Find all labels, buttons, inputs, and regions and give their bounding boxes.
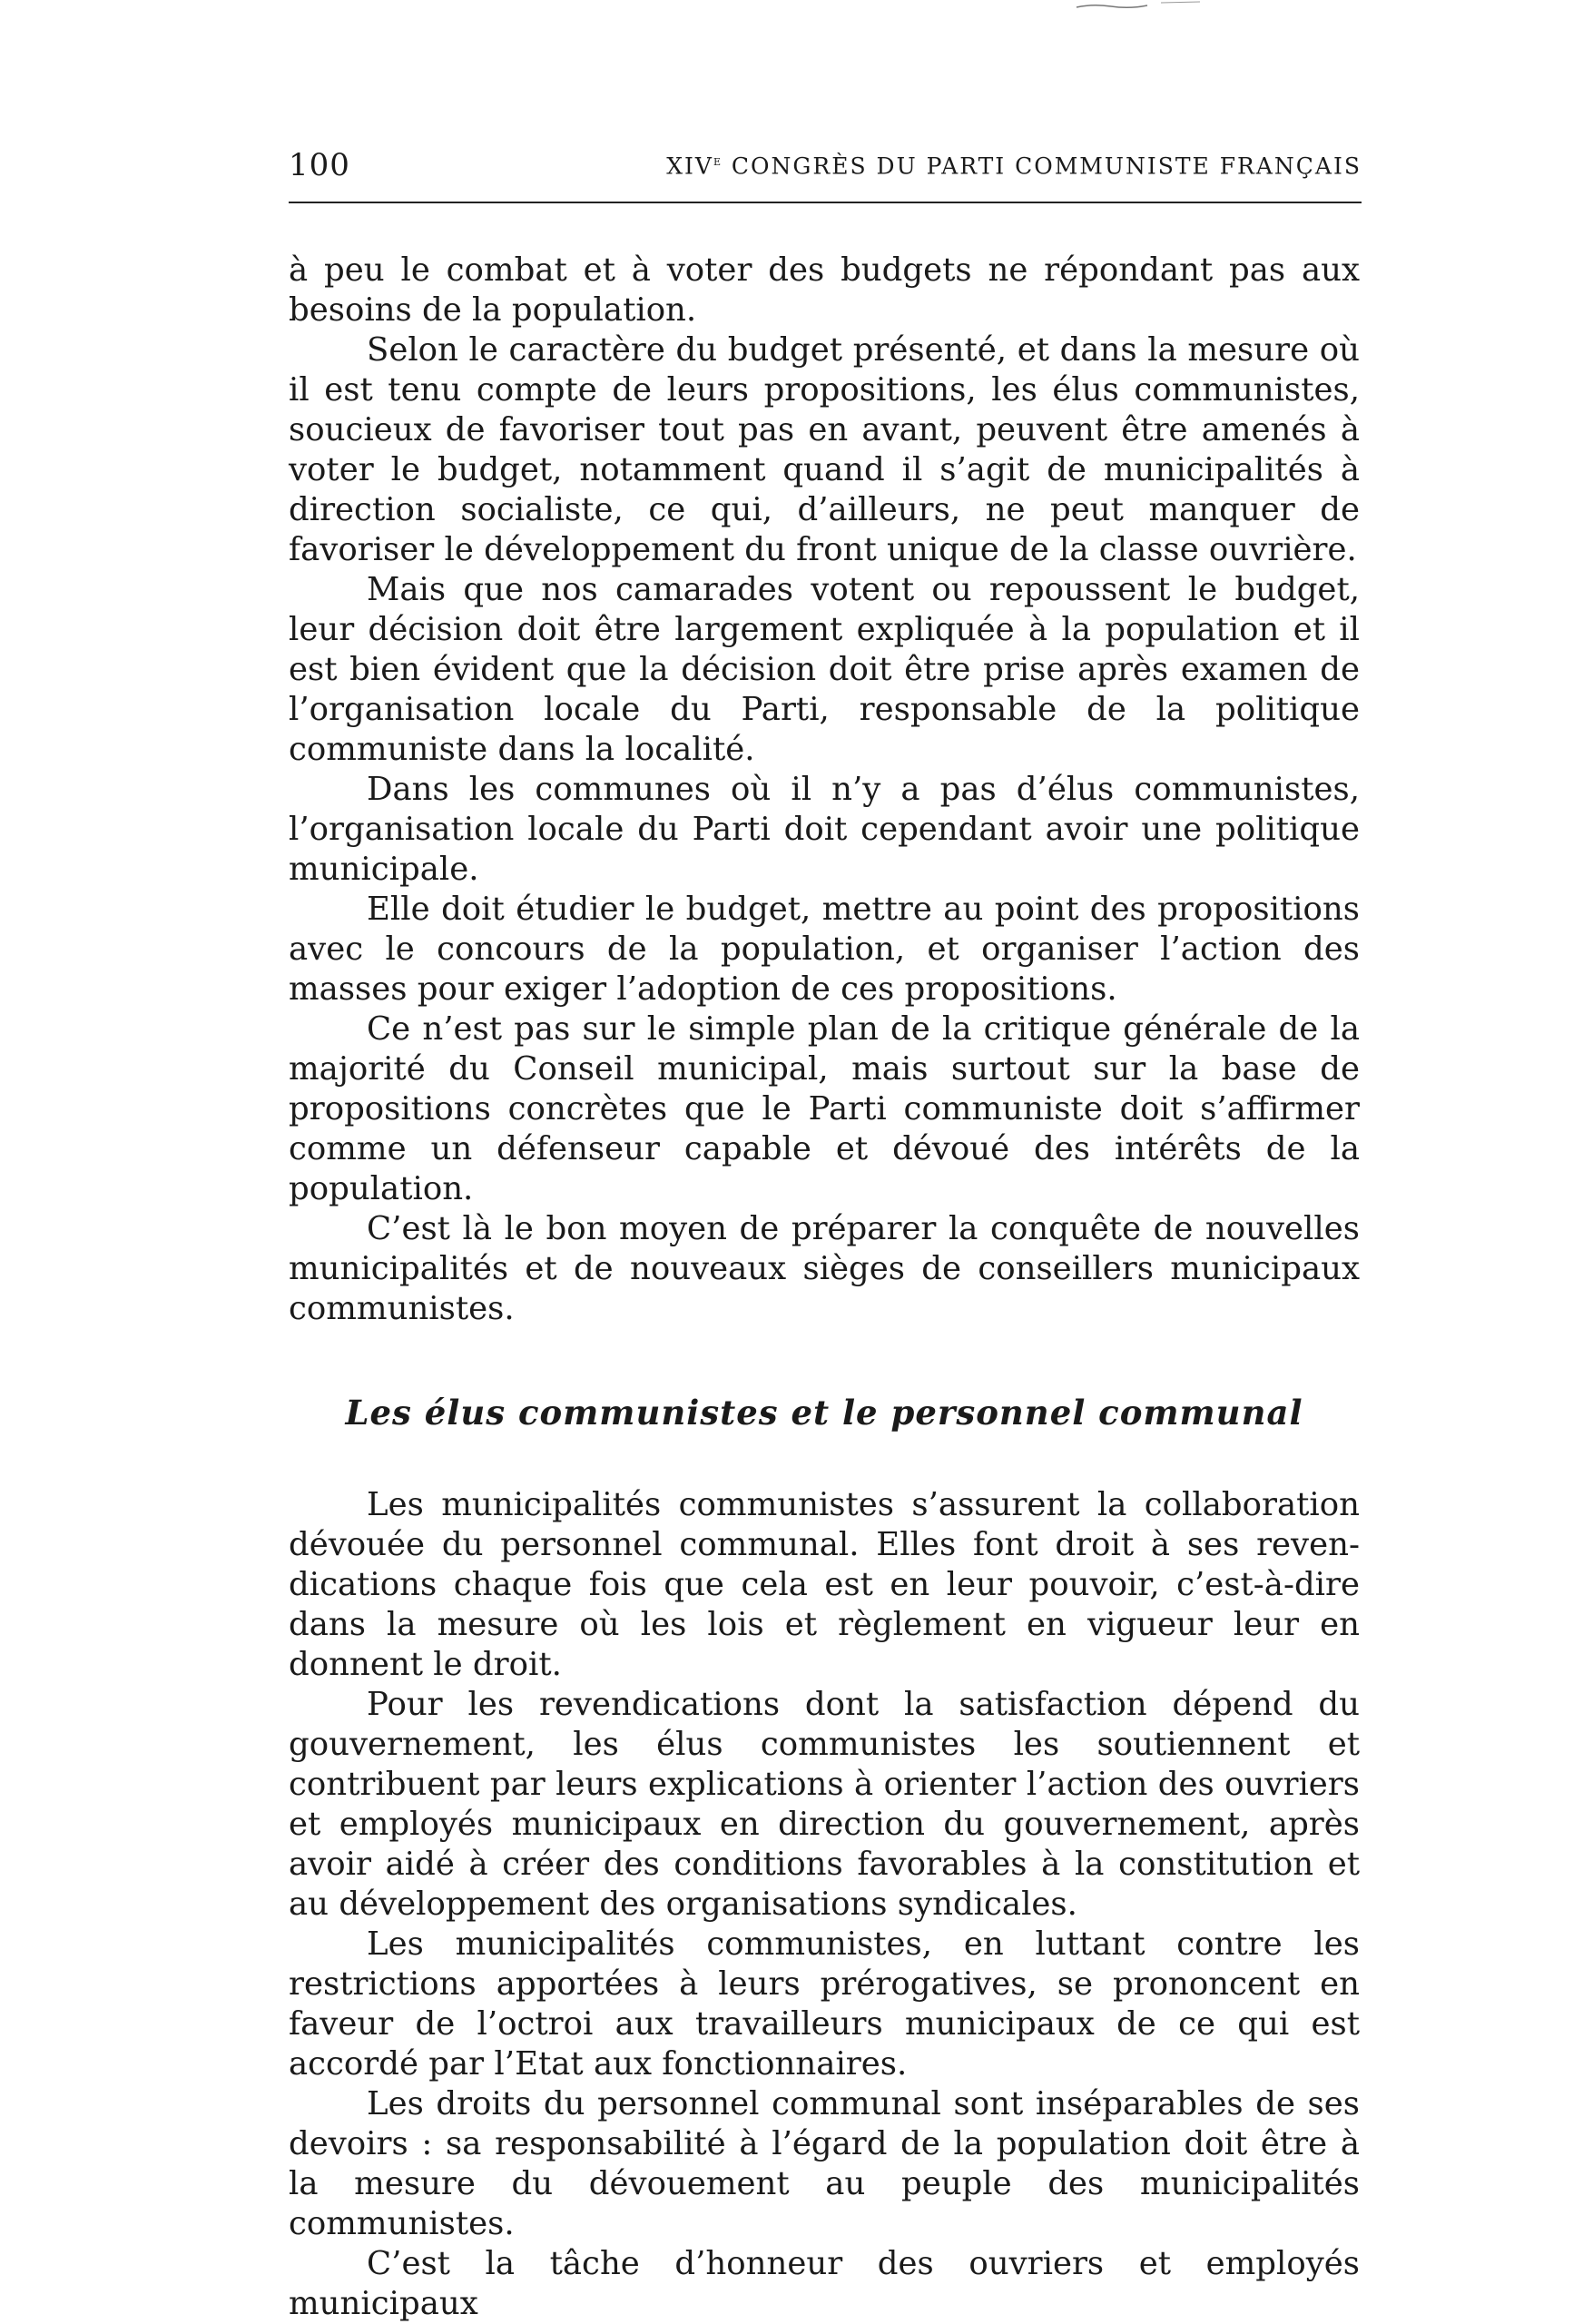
paragraph: Elle doit étudier le budget, mettre au point des propositions avec le concours de la population, et organiser l’action des masses pour exiger l’adoption de ces propositions. — [289, 891, 1360, 1008]
paragraph: Ce n’est pas sur le simple plan de la critique générale de la majorité du Conseil municipal, mais surtout sur la base de propositions concrètes que le Parti communiste doit s’affirmer comme un défenseur capable et dévoué des intérêts de la population. — [289, 1010, 1360, 1207]
paragraph: Pour les revendications dont la satisfaction dépend du gouvernement, les élus communistes les soutiennent et contribuent par leurs explications à orienter l’action des ouvriers et employés municipaux en direction du gouvernement, après avoir aidé à créer des conditions favorables à la constitution et au développement des organisations syndicales. — [289, 1686, 1360, 1923]
running-head-prefix: XIV — [666, 153, 713, 180]
paragraph: C’est là le bon moyen de préparer la conquête de nouvelles municipalités et de nouveaux sièges de conseillers municipaux communistes. — [289, 1210, 1360, 1327]
paragraph: Les municipalités communistes s’assurent la collaboration dévouée du personnel communal. Elles font droit à ses revendications chaque fois que cela est en leur pouvoir, c’est-à-dire dans la mesure où les lois et règlement en vigueur leur en donnent le droit. — [289, 1486, 1360, 1683]
paragraph: Dans les communes où il n’y a pas d’élus communistes, l’organisation locale du Parti doit cependant avoir une politique municipale. — [289, 771, 1360, 888]
paragraph: Selon le caractère du budget présenté, et dans la mesure où il est tenu compte de leurs propositions, les élus communistes, soucieux de favoriser tout pas en avant, peuvent être amenés à voter le budget, notamment quand il s’agit de municipalités à direction socialiste, ce qui, d’ailleurs, ne peut manquer de favoriser le développement du front unique de la classe ouvrière. — [289, 331, 1360, 568]
running-head-text: CONGRÈS DU PARTI COMMUNISTE FRANÇAIS — [722, 153, 1362, 180]
page-number: 100 — [289, 147, 350, 183]
body-text — [289, 251, 1360, 2324]
paragraph: Les droits du personnel communal sont inséparables de ses devoirs : sa responsabilité à l’égard de la population doit être à la mesure du dévouement au peuple des municipalités communistes. — [289, 2085, 1360, 2242]
paragraph: Les municipalités communistes, en luttant contre les restrictions apportées à leurs prérogatives, se prononcent en faveur de l’octroi aux travailleurs municipaux de ce qui est accordé par l’Etat aux fonctionnaires. — [289, 1925, 1360, 2083]
page-header — [289, 143, 1362, 191]
header-rule — [289, 202, 1362, 203]
paragraph: Mais que nos camarades votent ou repoussent le budget, leur décision doit être largement expliquée à la population et il est bien évident que la décision doit être prise après examen de l’organisation locale du Parti, responsable de la politique communiste dans la localité. — [289, 571, 1360, 768]
running-head-superscript: e — [713, 153, 723, 169]
scan-artifact — [1075, 0, 1202, 11]
section-title: Les élus communistes et le personnel communal — [345, 1393, 1303, 1433]
paragraph: à peu le combat et à voter des budgets ne répondant pas aux besoins de la population. — [289, 251, 1360, 329]
paragraph: C’est la tâche d’honneur des ouvriers et employés municipaux — [289, 2245, 1360, 2322]
running-head — [666, 153, 1362, 179]
